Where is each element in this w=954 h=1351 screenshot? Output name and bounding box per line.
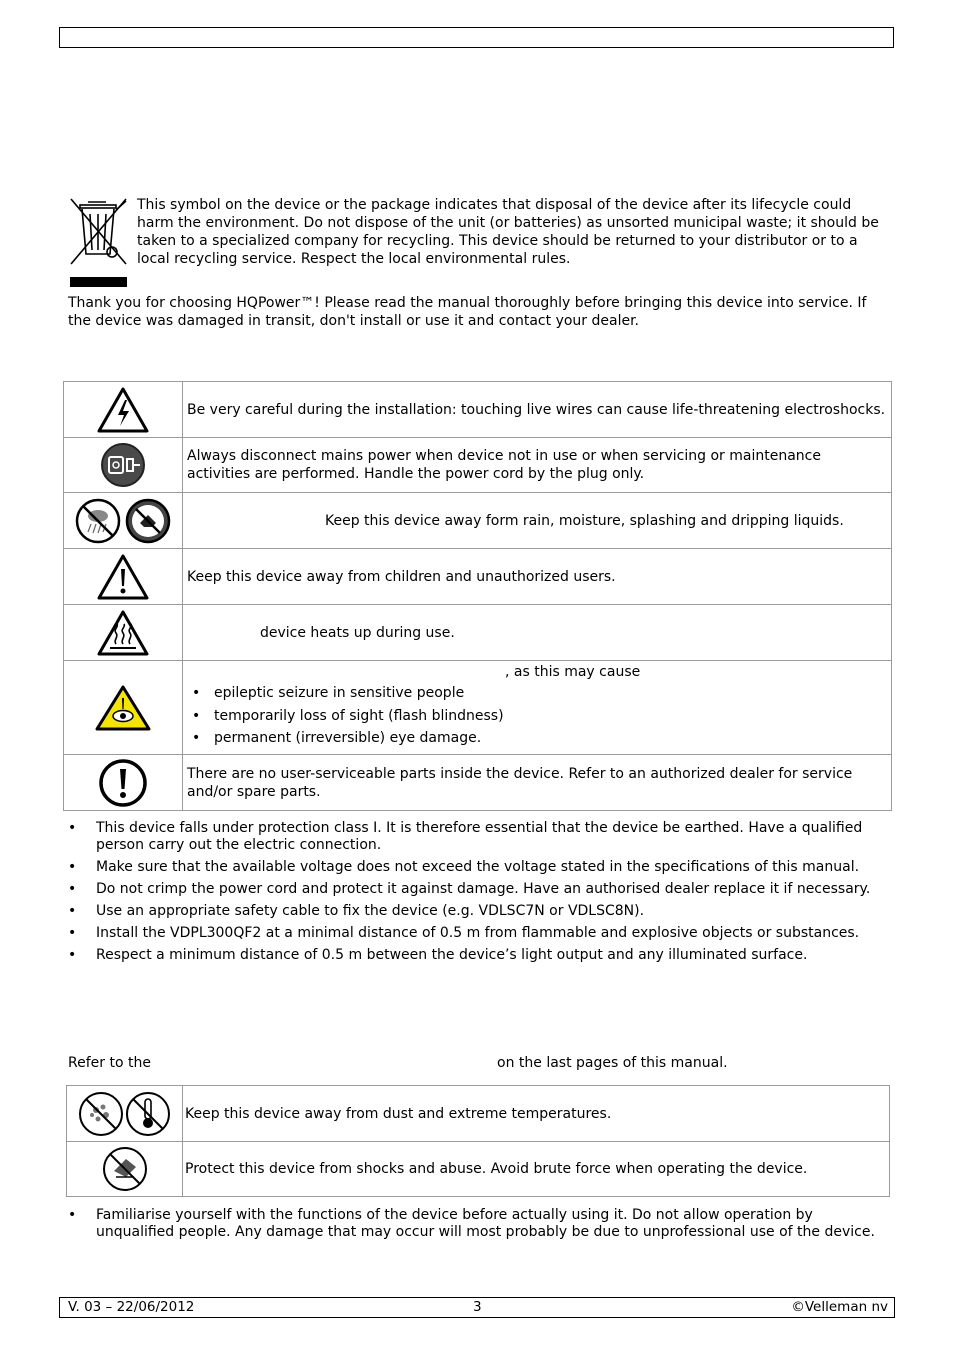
eye-hazard-icon <box>94 684 152 732</box>
safety-text: Be very careful during the installation: touching live wires can cause life-threatening electroshocks. <box>183 382 892 438</box>
safety-text: device heats up during use. <box>183 605 892 661</box>
page-footer <box>59 1297 895 1318</box>
safety-text: Keep this device away from children and unauthorized users. <box>183 549 892 605</box>
refer-text-left: Refer to the <box>68 1055 151 1071</box>
hot-surface-icon <box>96 609 150 657</box>
weee-bin-icon <box>68 196 132 288</box>
thank-you-text: Thank you for choosing HQPower™! Please read the manual thoroughly before bringing this device into service. If the device was damaged in transit, don't install or use it and contact your dealer. <box>68 295 867 329</box>
general-text: Protect this device from shocks and abuse. Avoid brute force when operating the device. <box>183 1142 890 1197</box>
exclamation-circle-icon <box>98 758 148 808</box>
footer-page-number: 3 <box>473 1299 482 1315</box>
disposal-text: This symbol on the device or the package indicates that disposal of the device after its lifecycle could harm the environment. Do not dispose of the unit (or batteries) as unsorted municipal waste; it should be taken to a specialized company for recycling. This device should be returned to your distributor or to a local recycling service. Respect the local environmental rules. <box>137 197 879 267</box>
list-item: • Respect a minimum distance of 0.5 m between the device’s light output and any illuminated surface. <box>63 947 891 964</box>
electric-shock-warning-icon <box>96 386 150 434</box>
refer-text-right: on the last pages of this manual. <box>497 1055 728 1071</box>
no-rain-no-liquids-icon <box>74 497 172 545</box>
no-dust-no-temperature-icon <box>78 1090 172 1138</box>
table-row <box>64 549 892 605</box>
general-warning-icon <box>96 553 150 601</box>
table-row <box>67 1142 890 1197</box>
eye-warning-list <box>187 682 887 750</box>
footer-version: V. 03 – 22/06/2012 <box>68 1299 195 1315</box>
disconnect-mains-icon <box>100 442 146 488</box>
table-row <box>64 438 892 493</box>
list-item: • Do not crimp the power cord and protect it against damage. Have an authorised dealer replace it if necessary. <box>63 881 891 898</box>
list-item: • Install the VDPL300QF2 at a minimal distance of 0.5 m from flammable and explosive objects or substances. <box>63 925 891 942</box>
table-row <box>64 755 892 811</box>
list-item: • This device falls under protection class I. It is therefore essential that the device be earthed. Have a qualified person carry out the electric connection. <box>63 820 891 854</box>
list-item: • Make sure that the available voltage does not exceed the voltage stated in the specifications of this manual. <box>63 859 891 876</box>
table-row <box>64 493 892 549</box>
table-row <box>64 382 892 438</box>
no-shocks-icon <box>100 1145 150 1193</box>
safety-bullet-list <box>63 820 891 964</box>
table-row <box>64 605 892 661</box>
safety-text: Keep this device away form rain, moisture, splashing and dripping liquids. <box>183 493 892 549</box>
general-bullet-list <box>63 1207 891 1241</box>
general-text: Keep this device away from dust and extreme temperatures. <box>183 1086 890 1142</box>
list-item: • epileptic seizure in sensitive people <box>187 682 887 705</box>
safety-text: Always disconnect mains power when device not in use or when servicing or maintenance activities are performed. Handle the power cord by the plug only. <box>183 438 892 493</box>
list-item: • Familiarise yourself with the functions of the device before actually using it. Do not allow operation by unqualified people. Any damage that may occur will most probably be due to unprofessional use of the device. <box>63 1207 891 1241</box>
list-item: • permanent (irreversible) eye damage. <box>187 727 887 750</box>
general-guidelines-table <box>66 1085 890 1197</box>
safety-instructions-table <box>63 381 892 811</box>
safety-text: There are no user-serviceable parts inside the device. Refer to an authorized dealer for service and/or spare parts. <box>183 755 892 811</box>
table-row <box>67 1086 890 1142</box>
page-header-box <box>59 27 894 48</box>
table-row <box>64 661 892 755</box>
footer-copyright: ©Velleman nv <box>791 1299 888 1315</box>
eye-warning-lead: , as this may cause <box>505 664 641 681</box>
list-item: • Use an appropriate safety cable to fix the device (e.g. VDLSC7N or VDLSC8N). <box>63 903 891 920</box>
list-item: • temporarily loss of sight (flash blindness) <box>187 705 887 728</box>
